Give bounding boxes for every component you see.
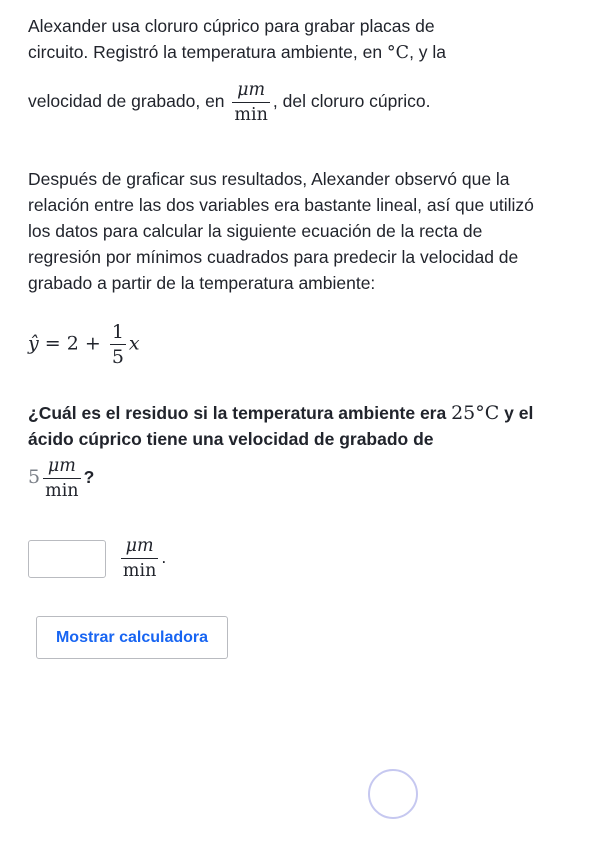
- regression-paragraph: Después de graficar sus resultados, Alexander observó que la relación entre las dos variables era bastante lineal, así que utilizó los datos para calcular la siguiente ecuación de la recta de regresión por mínimos cuadrados para predecir la velocidad de grabado a partir de la temperatura ambiente:: [28, 168, 534, 293]
- question-text-b: y el ácido cúprico tiene una velocidad de grabado de: [28, 403, 534, 449]
- equation-variable: x: [128, 332, 140, 355]
- intro-line-2: [28, 40, 446, 65]
- show-calculator-button[interactable]: Mostrar calculadora: [36, 616, 228, 659]
- intro-text-2a: circuito. Registró la temperatura ambiente, en: [28, 42, 387, 62]
- equation-lhs: ŷ: [28, 332, 39, 355]
- answer-unit-denominator: min: [122, 561, 157, 581]
- question-rate-line: [28, 454, 94, 503]
- intro-line-1: [28, 14, 435, 38]
- celsius-unit: °C: [386, 43, 410, 63]
- question-unit-numerator: μm: [43, 454, 80, 479]
- question-rate-value: 5: [28, 466, 41, 489]
- question-end-mark: ?: [83, 467, 95, 488]
- rate-unit-fraction: [232, 78, 269, 127]
- answer-input[interactable]: [28, 540, 106, 578]
- rate-unit-denominator: min: [234, 105, 268, 125]
- answer-unit-fraction: [121, 534, 158, 583]
- intro-line-3: [28, 78, 430, 127]
- equation-constant: = 2 +: [38, 332, 107, 355]
- question-text-a: ¿Cuál es el residuo si la temperatura ambiente era: [28, 403, 452, 423]
- question-unit-denominator: min: [45, 481, 79, 501]
- answer-unit-numerator: μm: [121, 534, 158, 559]
- question-temperature: 25°C: [451, 402, 500, 424]
- rate-unit-numerator: μm: [232, 78, 269, 103]
- intro-text-3b: , del cloruro cúprico.: [272, 91, 431, 112]
- slope-numerator: 1: [111, 321, 124, 343]
- answer-end-mark: .: [161, 547, 167, 568]
- intro-text-1: Alexander usa cloruro cúprico para grabar placas de: [28, 16, 435, 36]
- answer-row: [28, 534, 166, 583]
- loading-spinner-icon: [368, 769, 418, 819]
- intro-text-2b: , y la: [409, 42, 447, 62]
- question-text: [28, 400, 558, 452]
- equation-slope-fraction: [110, 320, 126, 369]
- slope-denominator: 5: [111, 346, 124, 368]
- intro-text-3a: velocidad de grabado, en: [28, 91, 230, 112]
- regression-equation: [28, 320, 140, 369]
- question-rate-unit-fraction: [43, 454, 80, 503]
